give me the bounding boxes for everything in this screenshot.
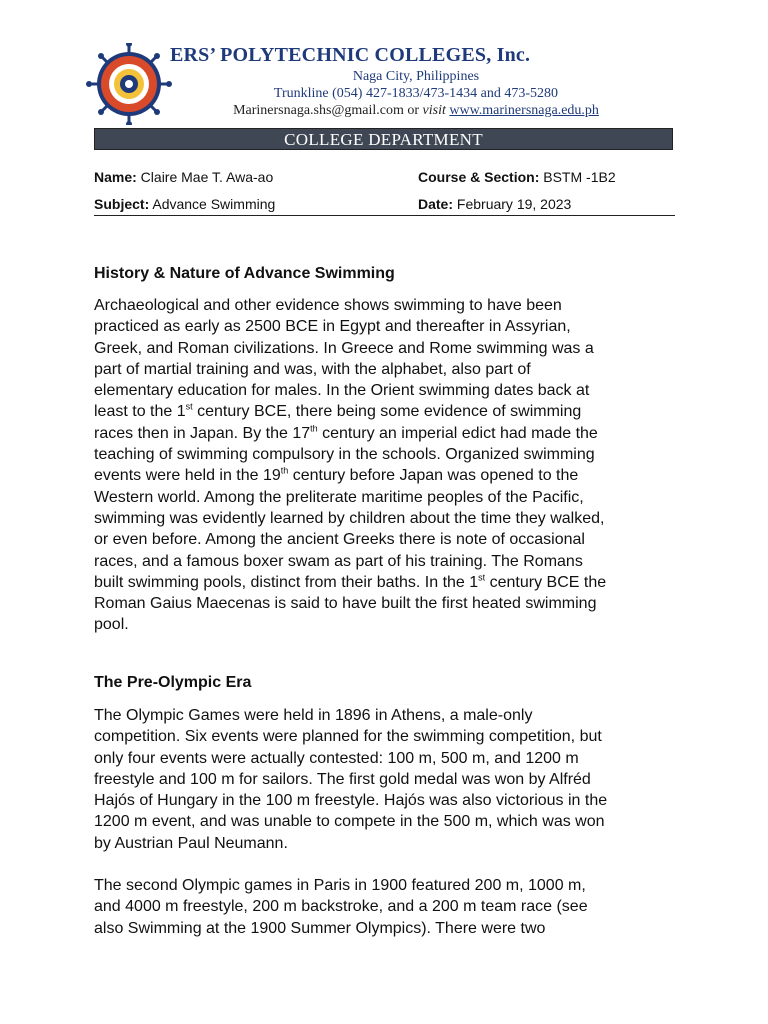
paragraph-line: pool.: [94, 616, 129, 634]
paragraph-line: Archaeological and other evidence shows swimming to have been: [94, 297, 562, 314]
paragraph-line: Roman Gaius Maecenas is said to have built the first heated swimming: [94, 595, 597, 613]
paragraph-second-olympics: [94, 875, 679, 939]
paragraph-history: [94, 295, 679, 636]
subject-field: Subject: Advance Swimming: [94, 196, 276, 212]
name-field: Name: Claire Mae T. Awa-ao: [94, 169, 274, 185]
paragraph-line: and 4000 m freestyle, 200 m backstroke, and a 200 m team race (see: [94, 898, 588, 916]
paragraph-line: elementary education for males. In the Orient swimming dates back at: [94, 382, 590, 400]
paragraph-line: also Swimming at the 1900 Summer Olympics). There were two: [94, 919, 546, 937]
course-field: Course & Section: BSTM -1B2: [418, 169, 616, 185]
college-name: ERS’ POLYTECHNIC COLLEGES, Inc.: [170, 44, 531, 66]
college-website-link[interactable]: www.marinersnaga.edu.ph: [449, 103, 599, 118]
paragraph-line: Hajós of Hungary in the 100 m freestyle. Hajós was also victorious in the: [94, 792, 608, 810]
college-city: Naga City, Philippines: [352, 69, 480, 84]
paragraph-line: Western world. Among the preliterate maritime peoples of the Pacific,: [94, 488, 584, 506]
paragraph-line: only four events were actually contested: 100 m, 500 m, and 1200 m: [94, 749, 579, 767]
paragraph-line: by Austrian Paul Neumann.: [94, 834, 288, 852]
college-email: Marinersnaga.shs@gmail.com: [233, 103, 404, 118]
paragraph-line: practiced as early as 2500 BCE in Egypt and thereafter in Assyrian,: [94, 318, 571, 336]
department-banner: COLLEGE DEPARTMENT: [94, 128, 673, 150]
date-field: Date: February 19, 2023: [418, 196, 572, 212]
paragraph-line: part of martial training and was, with the alphabet, also part of: [94, 360, 531, 378]
info-row-subject-date: [94, 193, 675, 216]
paragraph-line: races then in Japan. By the 17th century an imperial edict had made the: [94, 423, 598, 442]
college-contact: Marinersnaga.shs@gmail.com or visit www.marinersnaga.edu.ph: [233, 103, 599, 118]
paragraph-line: races, and a famous boxer swam as part of his training. The Romans: [94, 552, 583, 570]
info-row-name-course: [94, 166, 675, 188]
paragraph-line: competition. Six events were planned for the swimming competition, but: [94, 728, 602, 746]
paragraph-line: The second Olympic games in Paris in 1900 featured 200 m, 1000 m,: [94, 877, 586, 894]
paragraph-line: least to the 1st century BCE, there being some evidence of swimming: [94, 402, 582, 421]
paragraph-line: Greek, and Roman civilizations. In Greece and Rome swimming was a: [94, 339, 594, 357]
paragraph-line: events were held in the 19th century before Japan was opened to the: [94, 466, 579, 485]
paragraph-line: freestyle and 100 m for sailors. The first gold medal was won by Alfréd: [94, 770, 591, 788]
paragraph-line: The Olympic Games were held in 1896 in Athens, a male-only: [94, 707, 533, 724]
paragraph-line: built swimming pools, distinct from their baths. In the 1st century BCE the: [94, 572, 607, 591]
section-heading-history: History & Nature of Advance Swimming: [94, 265, 395, 282]
paragraph-line: swimming was evidently learned by children about the time they walked,: [94, 509, 605, 527]
paragraph-line: 1200 m event, and was unable to compete in the 500 m, which was won: [94, 813, 605, 831]
paragraph-line: or even before. Among the ancient Greeks there is note of occasional: [94, 531, 585, 549]
paragraph-pre-olympic: [94, 705, 679, 854]
paragraph-line: teaching of swimming compulsory in the schools. Organized swimming: [94, 446, 595, 464]
section-heading-pre-olympic: The Pre-Olympic Era: [94, 674, 252, 691]
college-trunkline: Trunkline (054) 427-1833/473-1434 and 473-5280: [273, 86, 559, 101]
